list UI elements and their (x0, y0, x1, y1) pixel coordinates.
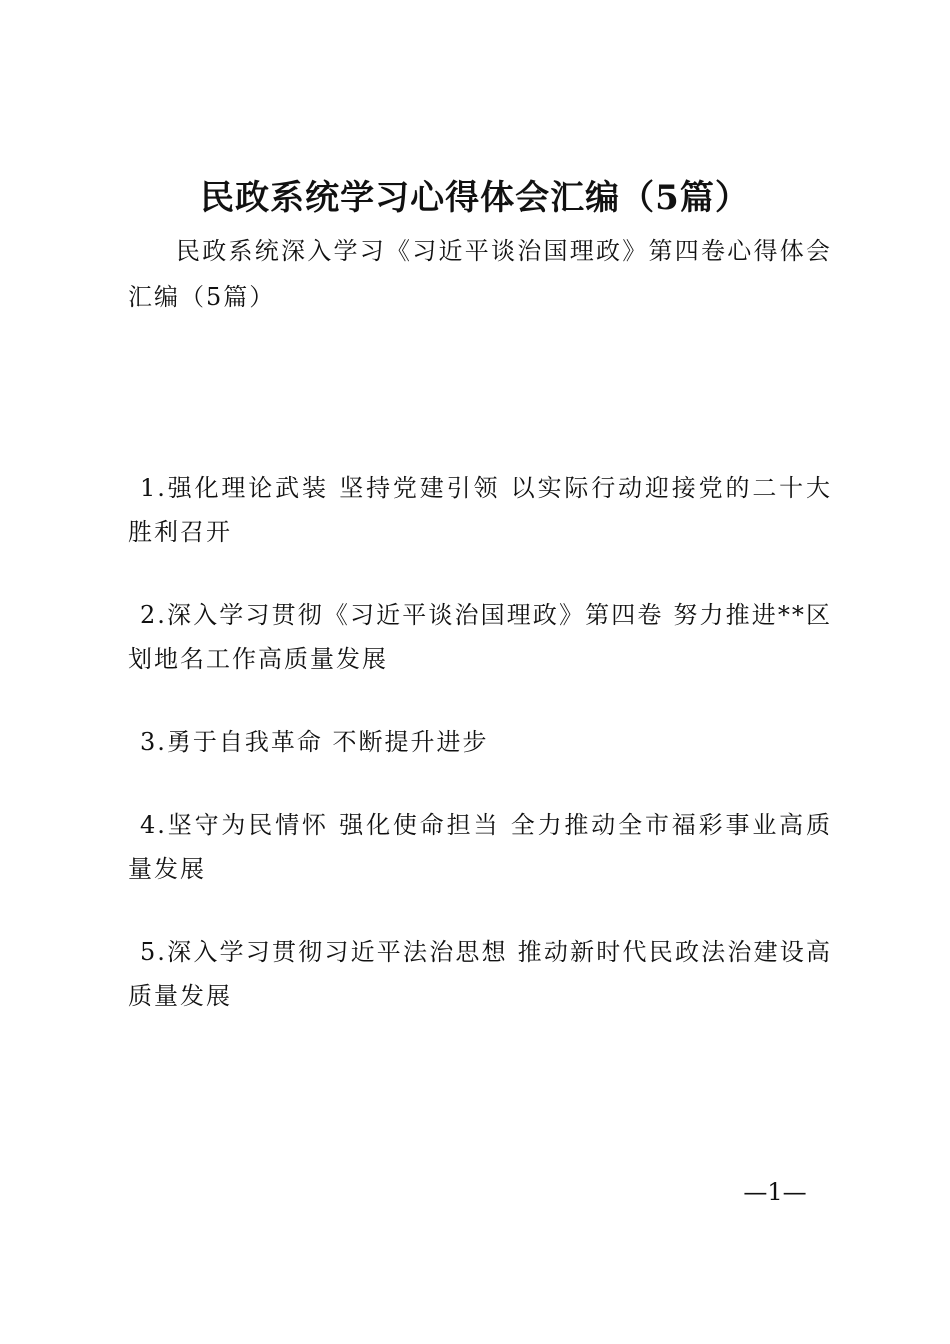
list-item: 5.深入学习贯彻习近平法治思想 推动新时代民政法治建设高质量发展 (128, 938, 832, 1010)
list-item: 3.勇于自我革命 不断提升进步 (140, 728, 489, 756)
document-subtitle: 民政系统深入学习《习近平谈治国理政》第四卷心得体会汇编（5篇） (128, 237, 832, 311)
list-item: 4.坚守为民情怀 强化使命担当 全力推动全市福彩事业高质量发展 (128, 811, 832, 883)
page-number: —1— (743, 1178, 807, 1206)
list-item: 2.深入学习贯彻《习近平谈治国理政》第四卷 努力推进**区划地名工作高质量发展 (128, 601, 832, 673)
contents-list (128, 466, 832, 1057)
document-title: 民政系统学习心得体会汇编（5篇） (200, 178, 750, 218)
list-item: 1.强化理论武装 坚持党建引领 以实际行动迎接党的二十大胜利召开 (128, 474, 832, 546)
